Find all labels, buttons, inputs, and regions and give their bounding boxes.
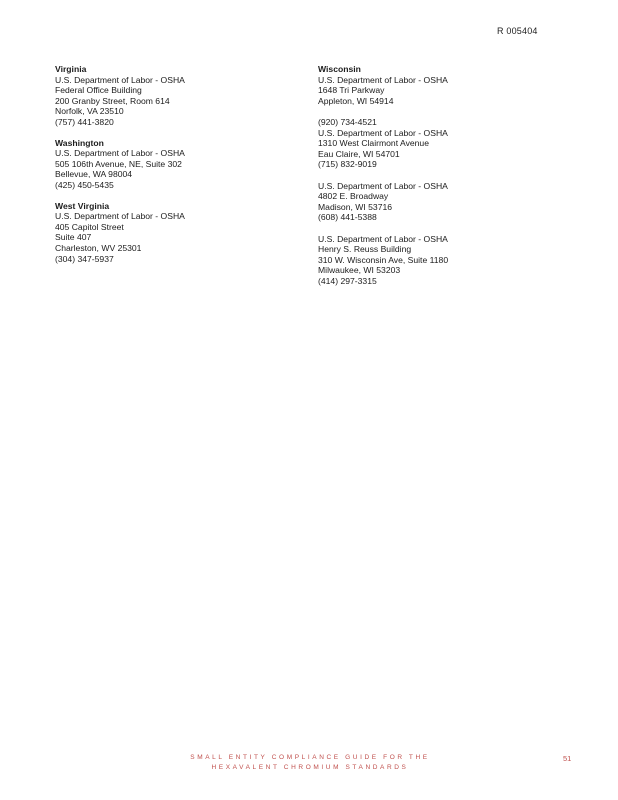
page-number: 51	[563, 754, 572, 763]
footer-title-line-1: SMALL ENTITY COMPLIANCE GUIDE FOR THE	[190, 754, 430, 761]
column-left	[55, 64, 285, 274]
address-line: Henry S. Reuss Building	[318, 244, 412, 255]
address-line: Charleston, WV 25301	[55, 242, 142, 253]
address-line: Madison, WI 53716	[318, 201, 393, 212]
address-line: Federal Office Building	[55, 85, 142, 96]
office-address	[318, 117, 548, 170]
office-address	[318, 181, 548, 223]
state-name: Wisconsin	[318, 64, 361, 74]
address-line: 1648 Tri Parkway	[318, 85, 385, 96]
address-line: U.S. Department of Labor - OSHA	[55, 74, 185, 85]
office-address	[318, 75, 548, 107]
state-block-virginia	[55, 64, 285, 128]
address-line: 310 W. Wisconsin Ave, Suite 1180	[318, 254, 449, 265]
address-line: Eau Claire, WI 54701	[318, 148, 400, 159]
state-block-wisconsin	[318, 64, 548, 286]
address-line: 405 Capitol Street	[55, 221, 124, 232]
phone-number: (425) 450-5435	[55, 179, 114, 190]
phone-number: (608) 441-5388	[318, 212, 377, 223]
office-address	[55, 75, 285, 128]
address-line: 1310 West Clairmont Avenue	[318, 138, 429, 149]
address-line: Milwaukee, WI 53203	[318, 265, 401, 276]
address-line: Norfolk, VA 23510	[55, 106, 124, 117]
state-block-west-virginia	[55, 201, 285, 265]
column-right	[318, 64, 548, 296]
address-line: U.S. Department of Labor - OSHA	[318, 74, 448, 85]
state-name: West Virginia	[55, 200, 110, 211]
address-line: Bellevue, WA 98004	[55, 169, 133, 180]
state-block-washington	[55, 138, 285, 191]
address-line: 200 Granby Street, Room 614	[55, 95, 170, 106]
phone-number: (414) 297-3315	[318, 275, 377, 286]
page-identifier: R 005404	[497, 26, 538, 36]
phone-number: (715) 832-9019	[318, 159, 377, 170]
address-line: U.S. Department of Labor - OSHA	[318, 127, 448, 138]
address-line: U.S. Department of Labor - OSHA	[55, 148, 185, 159]
address-line: Appleton, WI 54914	[318, 95, 394, 106]
address-line: 505 106th Avenue, NE, Suite 302	[55, 158, 182, 169]
address-line: Suite 407	[55, 232, 92, 243]
address-line: 4802 E. Broadway	[318, 191, 389, 202]
state-name: Washington	[55, 137, 104, 148]
phone-number: (757) 441-3820	[55, 116, 114, 127]
footer-title	[150, 753, 470, 772]
office-address	[55, 148, 285, 190]
phone-number: (920) 734-4521	[318, 116, 377, 127]
phone-number: (304) 347-5937	[55, 253, 114, 264]
footer-title-line-2: HEXAVALENT CHROMIUM STANDARDS	[211, 763, 409, 771]
office-address	[318, 234, 548, 287]
address-line: U.S. Department of Labor - OSHA	[318, 233, 448, 244]
state-name: Virginia	[55, 64, 87, 74]
address-line: U.S. Department of Labor - OSHA	[318, 180, 448, 191]
address-line: U.S. Department of Labor - OSHA	[55, 211, 185, 222]
office-address	[55, 211, 285, 264]
